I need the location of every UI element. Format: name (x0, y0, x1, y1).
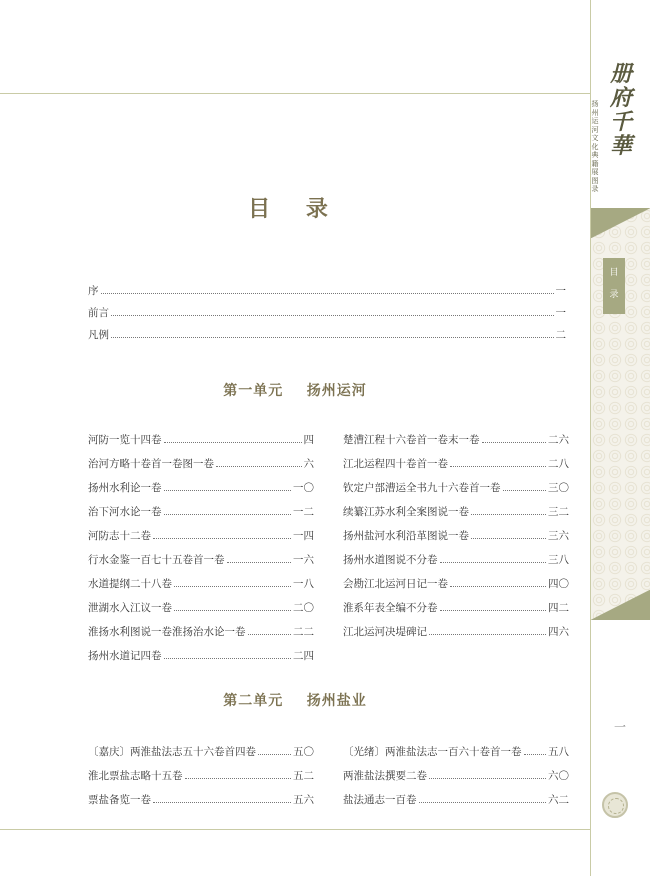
toc-entry-page: 二六 (548, 433, 569, 446)
leader-dots (482, 442, 547, 443)
page-number: 一 (613, 720, 626, 734)
toc-entry-label: 票盐备览一卷 (88, 793, 151, 806)
toc-entry-page: 四六 (548, 625, 569, 638)
toc-entry-page: 一二 (293, 505, 314, 518)
toc-entry-page: 二〇 (293, 601, 314, 614)
leader-dots (164, 658, 292, 659)
toc-entry-label: 〔光绪〕两淮盐法志一百六十卷首一卷 (343, 745, 522, 758)
series-char: 扬 (591, 100, 599, 108)
toc-entry-page: 三六 (548, 529, 569, 542)
toc-entry[interactable] (88, 551, 314, 567)
bottom-rule (0, 829, 590, 830)
toc-entry[interactable] (343, 575, 569, 591)
toc-entry-label: 钦定户部漕运全书九十六卷首一卷 (343, 481, 501, 494)
toc-entry[interactable] (343, 431, 569, 447)
toc-entry-page: 一四 (293, 529, 314, 542)
toc-entry[interactable] (88, 599, 314, 615)
toc-entry-page: 二八 (548, 457, 569, 470)
series-char: 典 (591, 151, 599, 159)
toc-entry[interactable] (343, 479, 569, 495)
leader-dots (185, 778, 292, 779)
leader-dots (153, 538, 291, 539)
toc-entry-page: 三二 (548, 505, 569, 518)
toc-entry[interactable] (88, 743, 314, 759)
toc-entry-label: 河防志十二卷 (88, 529, 151, 542)
toc-entry[interactable] (88, 575, 314, 591)
toc-entry-label: 序 (88, 284, 99, 297)
toc-entry-label: 淮系年表全编不分卷 (343, 601, 438, 614)
seal-icon (602, 792, 628, 818)
leader-dots (174, 586, 291, 587)
toc-entry[interactable] (88, 791, 314, 807)
unit1-heading: 第一单元 扬州运河 (223, 383, 367, 399)
leader-dots (216, 466, 302, 467)
toc-entry[interactable] (343, 599, 569, 615)
toc-entry[interactable] (88, 282, 566, 298)
toc-entry-page: 一六 (293, 553, 314, 566)
toc-entry-label: 江北运河决堤碑记 (343, 625, 427, 638)
toc-entry[interactable] (343, 623, 569, 639)
page-title: 目 录 (248, 196, 342, 222)
unit2-heading: 第二单元 扬州盐业 (223, 693, 367, 709)
toc-entry-label: 治河方略十卷首一卷图一卷 (88, 457, 214, 470)
toc-entry-label: 水道提纲二十八卷 (88, 577, 172, 590)
toc-entry-page: 五八 (548, 745, 569, 758)
toc-entry[interactable] (88, 304, 566, 320)
series-char: 图 (591, 176, 599, 185)
toc-entry-label: 续纂江苏水利全案图说一卷 (343, 505, 469, 518)
toc-entry-label: 江北运程四十卷首一卷 (343, 457, 448, 470)
toc-entry-page: 三〇 (548, 481, 569, 494)
toc-entry[interactable] (88, 647, 314, 663)
toc-entry[interactable] (88, 455, 314, 471)
leader-dots (258, 754, 291, 755)
leader-dots (164, 514, 292, 515)
toc-entry-label: 扬州水道图说不分卷 (343, 553, 438, 566)
leader-dots (440, 562, 547, 563)
series-char: 州 (591, 108, 599, 117)
toc-entry[interactable] (343, 791, 569, 807)
leader-dots (227, 562, 292, 563)
series-char: 录 (591, 185, 599, 193)
toc-entry-label: 会勘江北运河日记一卷 (343, 577, 448, 590)
top-rule (0, 93, 590, 94)
leader-dots (503, 490, 547, 491)
leader-dots (471, 538, 546, 539)
toc-entry-page: 四二 (548, 601, 569, 614)
toc-entry[interactable] (88, 527, 314, 543)
toc-entry-label: 行水金鉴一百七十五卷首一卷 (88, 553, 225, 566)
toc-entry[interactable] (343, 455, 569, 471)
leader-dots (524, 754, 547, 755)
logo-char: 千 (609, 109, 632, 135)
leader-dots (164, 442, 302, 443)
section-tab-char: 目 (609, 268, 619, 278)
leader-dots (440, 610, 547, 611)
toc-entry-label: 扬州水道记四卷 (88, 649, 162, 662)
toc-entry[interactable] (88, 623, 314, 639)
toc-entry-page: 五〇 (293, 745, 314, 758)
leader-dots (248, 634, 292, 635)
leader-dots (450, 586, 546, 587)
toc-entry-page: 一八 (293, 577, 314, 590)
toc-entry-label: 凡例 (88, 328, 109, 341)
toc-entry[interactable] (88, 767, 314, 783)
toc-entry-page: 二二 (293, 625, 314, 638)
logo-char: 册 (609, 61, 632, 87)
series-char: 化 (591, 142, 599, 151)
toc-entry-label: 淮扬水利图说一卷淮扬治水论一卷 (88, 625, 246, 638)
toc-entry[interactable] (88, 479, 314, 495)
toc-entry-page: 六〇 (548, 769, 569, 782)
leader-dots (429, 778, 546, 779)
toc-entry[interactable] (88, 503, 314, 519)
series-char: 文 (591, 134, 599, 142)
logo-char: 華 (609, 133, 632, 159)
leader-dots (111, 315, 554, 316)
series-char: 运 (591, 117, 599, 125)
series-title (589, 100, 601, 194)
toc-entry-page: 二 (555, 328, 566, 341)
toc-entry-page: 六 (303, 457, 314, 470)
toc-entry-page: 四 (303, 433, 314, 446)
series-char: 河 (591, 125, 599, 134)
toc-entry-label: 泄湖水入江议一卷 (88, 601, 172, 614)
leader-dots (164, 490, 292, 491)
leader-dots (419, 802, 547, 803)
toc-entry-page: 四〇 (548, 577, 569, 590)
toc-entry[interactable] (343, 527, 569, 543)
toc-entry-label: 淮北票盐志略十五卷 (88, 769, 183, 782)
toc-entry-label: 治下河水论一卷 (88, 505, 162, 518)
toc-entry-page: 六二 (548, 793, 569, 806)
section-tab-char: 录 (609, 290, 619, 300)
leader-dots (111, 337, 554, 338)
toc-entry-page: 五六 (293, 793, 314, 806)
toc-entry-page: 一〇 (293, 481, 314, 494)
series-char: 籍 (591, 159, 599, 168)
leader-dots (101, 293, 554, 294)
band-bottom-accent (591, 590, 650, 620)
toc-entry-label: 〔嘉庆〕两淮盐法志五十六卷首四卷 (88, 745, 256, 758)
leader-dots (450, 466, 546, 467)
toc-entry-label: 两淮盐法撰要二卷 (343, 769, 427, 782)
leader-dots (174, 610, 291, 611)
toc-entry-label: 扬州水利论一卷 (88, 481, 162, 494)
toc-entry-page: 三八 (548, 553, 569, 566)
toc-entry-label: 扬州盐河水利沿革图说一卷 (343, 529, 469, 542)
band-top-accent (591, 208, 650, 238)
section-tab-label (607, 262, 621, 306)
leader-dots (471, 514, 546, 515)
leader-dots (153, 802, 291, 803)
logo-char: 府 (609, 85, 632, 111)
toc-entry-label: 河防一览十四卷 (88, 433, 162, 446)
toc-entry[interactable] (343, 767, 569, 783)
toc-entry-label: 楚漕江程十六卷首一卷末一卷 (343, 433, 480, 446)
leader-dots (429, 634, 546, 635)
toc-entry-label: 前言 (88, 306, 109, 319)
toc-entry[interactable] (343, 503, 569, 519)
toc-entry[interactable] (343, 743, 569, 759)
toc-entry-page: 二四 (293, 649, 314, 662)
toc-entry-page: 一 (555, 284, 566, 297)
toc-entry[interactable] (88, 431, 314, 447)
toc-entry[interactable] (88, 326, 566, 342)
toc-entry-page: 五二 (293, 769, 314, 782)
brand-logo (607, 62, 635, 158)
toc-entry-page: 一 (555, 306, 566, 319)
series-char: 展 (591, 168, 599, 176)
toc-entry-label: 盐法通志一百卷 (343, 793, 417, 806)
toc-entry[interactable] (343, 551, 569, 567)
